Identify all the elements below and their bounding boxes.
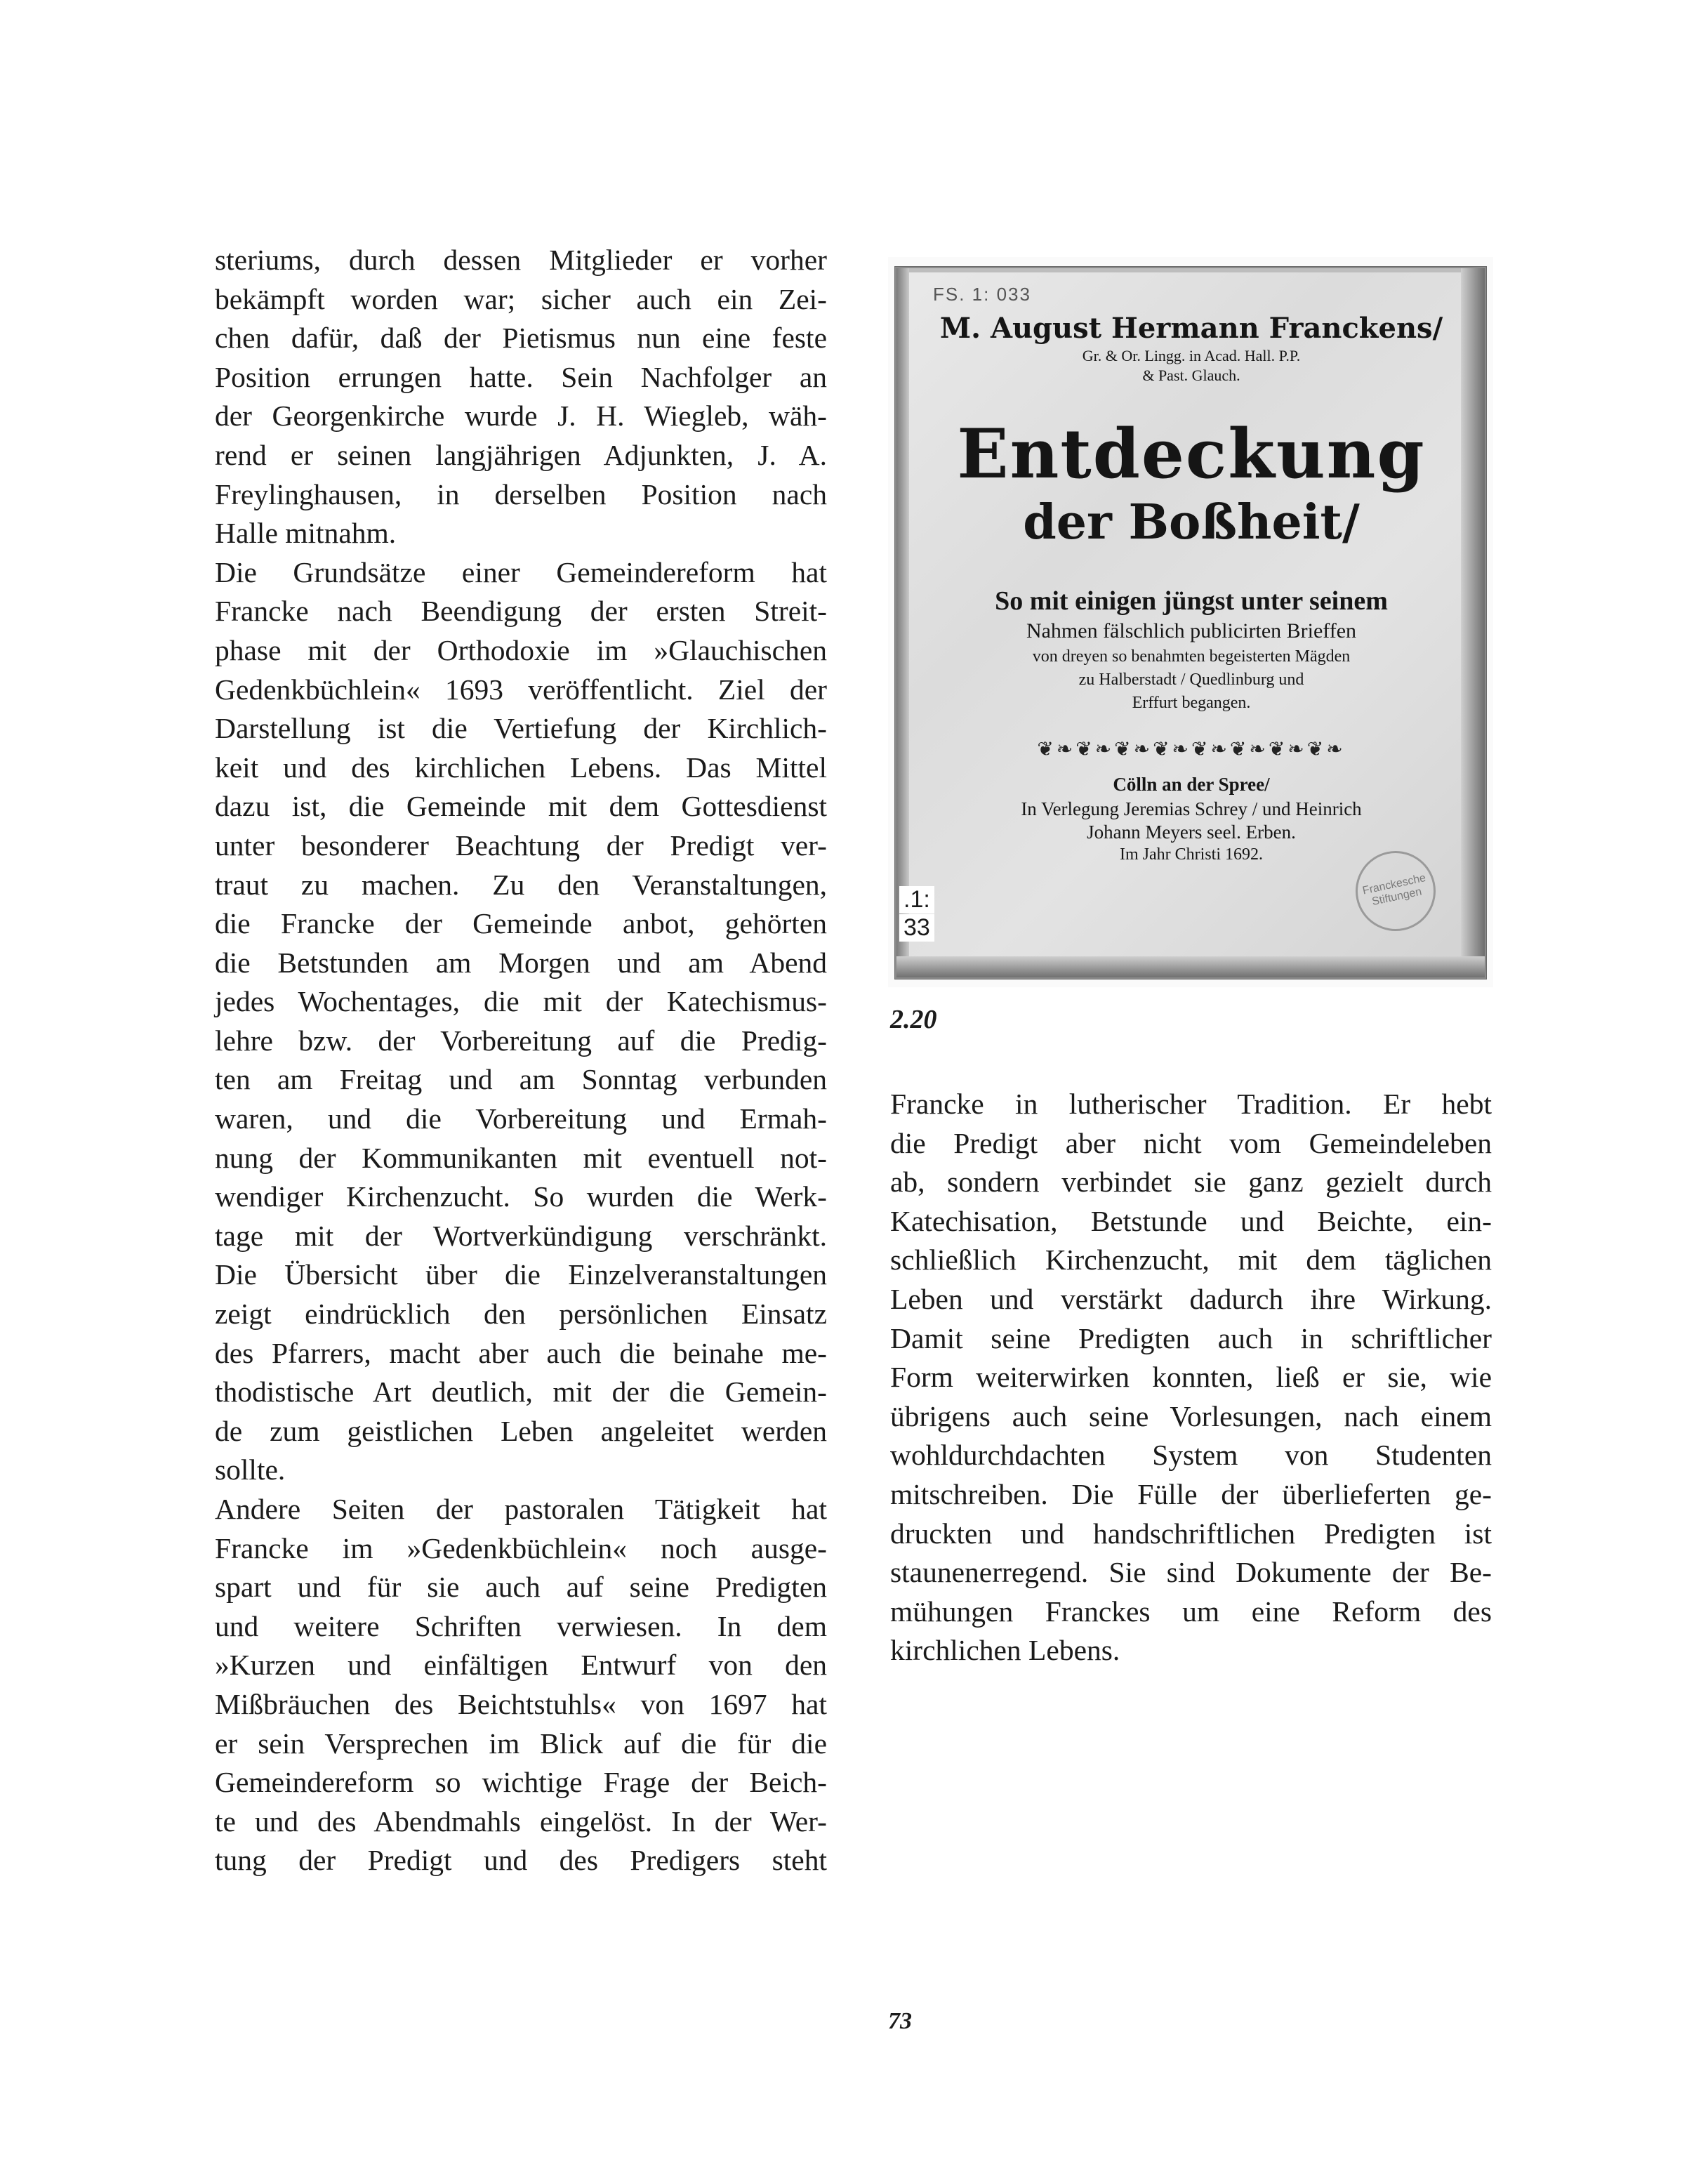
text-line: die Betstunden am Morgen und am Abend [215,946,827,979]
text-line: waren, und die Vorbereitung und Ermah- [215,1102,827,1135]
text-line: Francke im »Gedenkbüchlein« noch ausge- [215,1531,827,1564]
text-line: Andere Seiten der pastoralen Tätigkeit hat [215,1493,827,1525]
scan-title-line-2: der Boßheit/ [1023,494,1360,550]
text-line: Francke nach Beendigung der ersten Streit- [215,595,827,628]
text-line: mühungen Franckes um eine Reform des [890,1595,1492,1628]
text-line: keit und des kirchlichen Lebens. Das Mittel [215,751,827,784]
text-line: sollte. [215,1453,286,1486]
text-line: tung der Predigt und des Predigers steht [215,1844,827,1877]
text-line: die Predigt aber nicht vom Gemeindeleben [890,1126,1492,1159]
text-line: Darstellung ist die Vertiefung der Kirchlich- [215,712,827,745]
scan-subtitle-line-2: Nahmen fälschlich publicirten Brieffen [1026,619,1357,642]
text-line: ten am Freitag und am Sonntag verbunden [215,1063,827,1096]
text-line: Francke in lutherischer Tradition. Er hebt [890,1088,1492,1120]
text-line: Leben und verstärkt dadurch ihre Wirkung. [890,1282,1492,1315]
text-line: traut zu machen. Zu den Veranstaltungen, [215,868,827,901]
text-line: nung der Kommunikanten mit eventuell not- [215,1141,827,1174]
scan-degree-line-1: Gr. & Or. Lingg. in Acad. Hall. P.P. [1082,347,1301,364]
scanned-title-page [895,267,1486,979]
left-text-column [215,241,827,1880]
text-line: Die Übersicht über die Einzelveranstaltungen [215,1258,827,1291]
text-line: Katechisation, Betstunde und Beichte, ein- [890,1204,1492,1237]
text-line: unter besonderer Beachtung der Predigt ver- [215,829,827,862]
text-line: schließlich Kirchenzucht, mit dem täglichen [890,1244,1492,1277]
scan-imprint-line-1: Cölln an der Spree/ [1113,774,1270,795]
text-line: »Kurzen und einfältigen Entwurf von den [215,1649,827,1682]
text-line: kirchlichen Lebens. [890,1634,1120,1667]
page-number: 73 [888,2008,912,2034]
text-line: ab, sondern verbindet sie ganz gezielt durch [890,1166,1492,1199]
text-line: spart und für sie auch auf seine Predigten [215,1571,827,1604]
scan-subtitle-line-1: So mit einigen jüngst unter seinem [995,586,1388,616]
text-line: er sein Versprechen im Blick auf die für die [215,1727,827,1760]
text-line: thodistische Art deutlich, mit der die Gemein- [215,1376,827,1409]
scan-subtitle-line-4: zu Halberstadt / Quedlinburg und [1078,671,1304,689]
text-line: lehre bzw. der Vorbereitung auf die Predig- [215,1024,827,1057]
text-line: bekämpft worden war; sicher auch ein Zei- [215,282,827,315]
text-line: jedes Wochentages, die mit der Katechismus- [215,985,827,1018]
library-stamp: Franckesche Stiftungen [1348,843,1443,938]
scan-imprint-line-2: In Verlegung Jeremias Schrey / und Heinrich [1021,798,1362,819]
text-line: übrigens auch seine Vorlesungen, nach einem [890,1399,1492,1432]
text-line: steriums, durch dessen Mitglieder er vorher [215,244,827,276]
text-line: de zum geistlichen Leben angeleitet werden [215,1414,827,1447]
text-line: mitschreiben. Die Fülle der überlieferten ge- [890,1477,1492,1510]
text-line: wendiger Kirchenzucht. So wurden die Werk- [215,1180,827,1213]
text-line: phase mit der Orthodoxie im »Glauchischen [215,633,827,666]
right-text-column [890,1085,1492,1670]
text-line: und weitere Schriften verwiesen. In dem [215,1609,827,1642]
text-line: des Pfarrers, macht aber auch die beinahe me- [215,1336,827,1369]
shelfmark: FS. 1: 033 [933,284,1031,305]
scan-title-line-1: Entdeckung [957,414,1426,494]
text-line: rend er seinen langjährigen Adjunkten, J. A. [215,438,827,471]
call-number-label-line-1: .1: [899,886,934,913]
text-line: Damit seine Predigten auch in schriftlicher [890,1321,1492,1354]
text-line: Halle mitnahm. [215,517,397,550]
figure-title-page-scan [888,257,1493,987]
scan-subtitle-line-5: Erffurt begangen. [1132,694,1251,712]
text-line: Position errungen hatte. Sein Nachfolger an [215,360,827,393]
ornament-rule-icon: ❦❧❦❧❦❧❦❧❦❧❦❧❦❧❦❧ [1037,739,1346,760]
text-line: die Francke der Gemeinde anbot, gehörten [215,907,827,940]
text-line: Die Grundsätze einer Gemeindereform hat [215,555,827,588]
text-line: der Georgenkirche wurde J. H. Wiegleb, wäh- [215,400,827,433]
scan-degree-line-2: & Past. Glauch. [1142,367,1240,384]
call-number-label-line-2: 33 [899,914,934,942]
text-line: staunenerregend. Sie sind Dokumente der Be- [890,1556,1492,1589]
text-line: wohldurchdachten System von Studenten [890,1439,1492,1472]
scan-subtitle-line-3: von dreyen so benahmten begeisterten Mägden [1032,647,1351,666]
text-line: Gedenkbüchlein« 1693 veröffentlicht. Ziel der [215,673,827,706]
scan-imprint-line-4: Im Jahr Christi 1692. [1120,845,1263,864]
scan-author: M. August Hermann Franckens/ [939,312,1443,345]
text-line: tage mit der Wortverkündigung verschränkt. [215,1219,827,1252]
text-line: Freylinghausen, in derselben Position nach [215,477,827,510]
text-line: Form weiterwirken konnten, ließ er sie, wie [890,1361,1492,1394]
text-line: chen dafür, daß der Pietismus nun eine feste [215,322,827,355]
text-line: Mißbräuchen des Beichtstuhls« von 1697 hat [215,1687,827,1720]
scan-imprint-line-3: Johann Meyers seel. Erben. [1087,822,1296,843]
text-line: zeigt eindrücklich den persönlichen Einsatz [215,1298,827,1331]
text-line: druckten und handschriftlichen Predigten ist [890,1517,1492,1550]
figure-caption: 2.20 [890,1005,937,1034]
text-line: dazu ist, die Gemeinde mit dem Gottesdienst [215,790,827,823]
text-line: te und des Abendmahls eingelöst. In der Wer- [215,1805,827,1838]
text-line: Gemeindereform so wichtige Frage der Beich- [215,1766,827,1799]
